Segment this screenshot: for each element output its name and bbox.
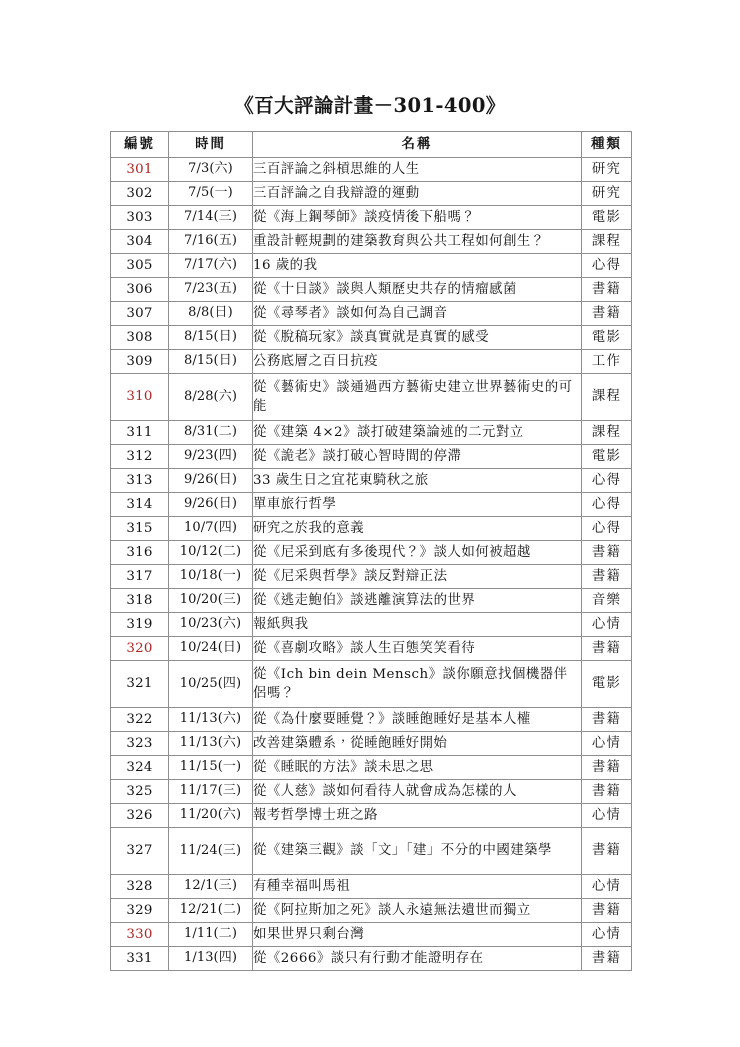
cell-type: 心得 bbox=[582, 517, 632, 541]
plan-table-container bbox=[110, 131, 631, 971]
table-row bbox=[111, 302, 632, 326]
table-row bbox=[111, 206, 632, 230]
table-row bbox=[111, 230, 632, 254]
table-header-row bbox=[111, 132, 632, 158]
cell-id: 323 bbox=[111, 732, 169, 756]
cell-date: 11/13(六) bbox=[169, 708, 253, 732]
cell-date: 8/28(六) bbox=[169, 374, 253, 421]
cell-date: 11/13(六) bbox=[169, 732, 253, 756]
cell-id: 307 bbox=[111, 302, 169, 326]
cell-name: 從《建築三觀》談「文」「建」不分的中國建築學 bbox=[253, 828, 582, 875]
cell-type: 心情 bbox=[582, 804, 632, 828]
cell-date: 10/25(四) bbox=[169, 661, 253, 708]
cell-id: 314 bbox=[111, 493, 169, 517]
table-row bbox=[111, 326, 632, 350]
cell-name: 從《睡眠的方法》談未思之思 bbox=[253, 756, 582, 780]
cell-id: 321 bbox=[111, 661, 169, 708]
cell-type: 心得 bbox=[582, 254, 632, 278]
cell-type: 心情 bbox=[582, 613, 632, 637]
table-row bbox=[111, 350, 632, 374]
cell-name: 從《為什麼要睡覺？》談睡飽睡好是基本人權 bbox=[253, 708, 582, 732]
table-row bbox=[111, 828, 632, 875]
cell-id: 303 bbox=[111, 206, 169, 230]
cell-name: 從《海上鋼琴師》談疫情後下船嗎？ bbox=[253, 206, 582, 230]
cell-id: 322 bbox=[111, 708, 169, 732]
cell-type: 心得 bbox=[582, 469, 632, 493]
cell-id: 308 bbox=[111, 326, 169, 350]
cell-type: 心得 bbox=[582, 493, 632, 517]
column-header-type: 種類 bbox=[582, 132, 632, 158]
cell-name: 從《建築 4×2》談打破建築論述的二元對立 bbox=[253, 421, 582, 445]
cell-type: 電影 bbox=[582, 326, 632, 350]
cell-date: 10/23(六) bbox=[169, 613, 253, 637]
cell-name: 33 歲生日之宜花東騎秋之旅 bbox=[253, 469, 582, 493]
table-row bbox=[111, 589, 632, 613]
cell-id: 316 bbox=[111, 541, 169, 565]
table-row bbox=[111, 923, 632, 947]
cell-date: 7/14(三) bbox=[169, 206, 253, 230]
cell-type: 電影 bbox=[582, 445, 632, 469]
cell-type: 電影 bbox=[582, 661, 632, 708]
cell-date: 7/17(六) bbox=[169, 254, 253, 278]
table-header bbox=[111, 132, 632, 158]
cell-type: 書籍 bbox=[582, 828, 632, 875]
cell-date: 8/31(二) bbox=[169, 421, 253, 445]
cell-id: 317 bbox=[111, 565, 169, 589]
cell-id: 304 bbox=[111, 230, 169, 254]
cell-date: 12/1(三) bbox=[169, 875, 253, 899]
cell-id: 325 bbox=[111, 780, 169, 804]
cell-date: 1/13(四) bbox=[169, 947, 253, 971]
cell-type: 書籍 bbox=[582, 541, 632, 565]
table-row bbox=[111, 182, 632, 206]
cell-date: 10/24(日) bbox=[169, 637, 253, 661]
cell-type: 電影 bbox=[582, 206, 632, 230]
cell-id: 330 bbox=[111, 923, 169, 947]
table-row bbox=[111, 804, 632, 828]
table-row bbox=[111, 254, 632, 278]
cell-name: 報紙與我 bbox=[253, 613, 582, 637]
table-row bbox=[111, 637, 632, 661]
cell-type: 書籍 bbox=[582, 278, 632, 302]
cell-name: 三百評論之自我辯證的運動 bbox=[253, 182, 582, 206]
cell-name: 從《尋琴者》談如何為自己調音 bbox=[253, 302, 582, 326]
cell-name: 從《藝術史》談通過西方藝術史建立世界藝術史的可能 bbox=[253, 374, 582, 421]
cell-name: 公務底層之百日抗疫 bbox=[253, 350, 582, 374]
cell-id: 311 bbox=[111, 421, 169, 445]
table-row bbox=[111, 565, 632, 589]
cell-id: 310 bbox=[111, 374, 169, 421]
cell-name: 改善建築體系，從睡飽睡好開始 bbox=[253, 732, 582, 756]
cell-type: 書籍 bbox=[582, 708, 632, 732]
cell-date: 8/15(日) bbox=[169, 350, 253, 374]
cell-name: 有種幸福叫馬祖 bbox=[253, 875, 582, 899]
cell-id: 327 bbox=[111, 828, 169, 875]
cell-date: 12/21(二) bbox=[169, 899, 253, 923]
cell-name: 16 歲的我 bbox=[253, 254, 582, 278]
cell-date: 11/24(三) bbox=[169, 828, 253, 875]
table-row bbox=[111, 158, 632, 182]
cell-date: 10/18(一) bbox=[169, 565, 253, 589]
cell-type: 心情 bbox=[582, 923, 632, 947]
table-row bbox=[111, 947, 632, 971]
cell-id: 302 bbox=[111, 182, 169, 206]
cell-type: 課程 bbox=[582, 374, 632, 421]
cell-id: 319 bbox=[111, 613, 169, 637]
cell-id: 324 bbox=[111, 756, 169, 780]
table-row bbox=[111, 732, 632, 756]
table-row bbox=[111, 875, 632, 899]
table-body bbox=[111, 158, 632, 971]
cell-name: 從《詭老》談打破心智時間的停滯 bbox=[253, 445, 582, 469]
cell-type: 書籍 bbox=[582, 899, 632, 923]
cell-date: 8/8(日) bbox=[169, 302, 253, 326]
table-row bbox=[111, 780, 632, 804]
cell-type: 書籍 bbox=[582, 947, 632, 971]
table-row bbox=[111, 421, 632, 445]
cell-name: 從《尼采到底有多後現代？》談人如何被超越 bbox=[253, 541, 582, 565]
cell-type: 工作 bbox=[582, 350, 632, 374]
cell-type: 書籍 bbox=[582, 302, 632, 326]
cell-date: 7/16(五) bbox=[169, 230, 253, 254]
cell-date: 11/20(六) bbox=[169, 804, 253, 828]
cell-date: 7/23(五) bbox=[169, 278, 253, 302]
cell-name: 從《2666》談只有行動才能證明存在 bbox=[253, 947, 582, 971]
cell-name: 從《尼采與哲學》談反對辯正法 bbox=[253, 565, 582, 589]
cell-id: 326 bbox=[111, 804, 169, 828]
cell-date: 10/12(二) bbox=[169, 541, 253, 565]
cell-id: 301 bbox=[111, 158, 169, 182]
cell-name: 三百評論之斜槓思維的人生 bbox=[253, 158, 582, 182]
cell-type: 課程 bbox=[582, 230, 632, 254]
cell-type: 研究 bbox=[582, 182, 632, 206]
cell-name: 從《喜劇攻略》談人生百態笑笑看待 bbox=[253, 637, 582, 661]
cell-id: 320 bbox=[111, 637, 169, 661]
cell-date: 10/7(四) bbox=[169, 517, 253, 541]
cell-date: 9/23(四) bbox=[169, 445, 253, 469]
table-row bbox=[111, 661, 632, 708]
cell-type: 書籍 bbox=[582, 780, 632, 804]
cell-id: 312 bbox=[111, 445, 169, 469]
page-title: 《百大評論計畫－301-400》 bbox=[234, 94, 506, 117]
cell-name: 重設計輕規劃的建築教育與公共工程如何創生？ bbox=[253, 230, 582, 254]
cell-name: 研究之於我的意義 bbox=[253, 517, 582, 541]
cell-id: 328 bbox=[111, 875, 169, 899]
cell-type: 心情 bbox=[582, 732, 632, 756]
cell-name: 單車旅行哲學 bbox=[253, 493, 582, 517]
table-row bbox=[111, 445, 632, 469]
table-row bbox=[111, 708, 632, 732]
column-header-id: 編號 bbox=[111, 132, 169, 158]
cell-id: 313 bbox=[111, 469, 169, 493]
cell-type: 課程 bbox=[582, 421, 632, 445]
table-row bbox=[111, 541, 632, 565]
cell-date: 11/15(一) bbox=[169, 756, 253, 780]
cell-date: 11/17(三) bbox=[169, 780, 253, 804]
cell-type: 書籍 bbox=[582, 637, 632, 661]
cell-date: 7/3(六) bbox=[169, 158, 253, 182]
cell-date: 10/20(三) bbox=[169, 589, 253, 613]
cell-id: 329 bbox=[111, 899, 169, 923]
cell-id: 306 bbox=[111, 278, 169, 302]
table-row bbox=[111, 374, 632, 421]
cell-id: 309 bbox=[111, 350, 169, 374]
cell-name: 從《逃走鮑伯》談逃離演算法的世界 bbox=[253, 589, 582, 613]
cell-date: 8/15(日) bbox=[169, 326, 253, 350]
cell-type: 心情 bbox=[582, 875, 632, 899]
table-row bbox=[111, 278, 632, 302]
cell-date: 9/26(日) bbox=[169, 493, 253, 517]
cell-name: 從《人慈》談如何看待人就會成為怎樣的人 bbox=[253, 780, 582, 804]
cell-date: 7/5(一) bbox=[169, 182, 253, 206]
table-row bbox=[111, 469, 632, 493]
cell-type: 研究 bbox=[582, 158, 632, 182]
cell-type: 書籍 bbox=[582, 756, 632, 780]
table-row bbox=[111, 756, 632, 780]
table-row bbox=[111, 899, 632, 923]
column-header-name: 名稱 bbox=[253, 132, 582, 158]
cell-type: 音樂 bbox=[582, 589, 632, 613]
cell-date: 1/11(二) bbox=[169, 923, 253, 947]
table-row bbox=[111, 493, 632, 517]
cell-name: 從《Ich bin dein Mensch》談你願意找個機器伴侶嗎？ bbox=[253, 661, 582, 708]
cell-id: 315 bbox=[111, 517, 169, 541]
cell-name: 報考哲學博士班之路 bbox=[253, 804, 582, 828]
cell-id: 331 bbox=[111, 947, 169, 971]
table-row bbox=[111, 517, 632, 541]
column-header-date: 時間 bbox=[169, 132, 253, 158]
plan-table bbox=[110, 131, 632, 971]
cell-type: 書籍 bbox=[582, 565, 632, 589]
cell-name: 從《阿拉斯加之死》談人永遠無法遺世而獨立 bbox=[253, 899, 582, 923]
cell-name: 從《十日談》談與人類歷史共存的情瘤感菌 bbox=[253, 278, 582, 302]
cell-name: 從《脫稿玩家》談真實就是真實的感受 bbox=[253, 326, 582, 350]
cell-id: 318 bbox=[111, 589, 169, 613]
table-row bbox=[111, 613, 632, 637]
cell-name: 如果世界只剩台灣 bbox=[253, 923, 582, 947]
cell-date: 9/26(日) bbox=[169, 469, 253, 493]
cell-id: 305 bbox=[111, 254, 169, 278]
